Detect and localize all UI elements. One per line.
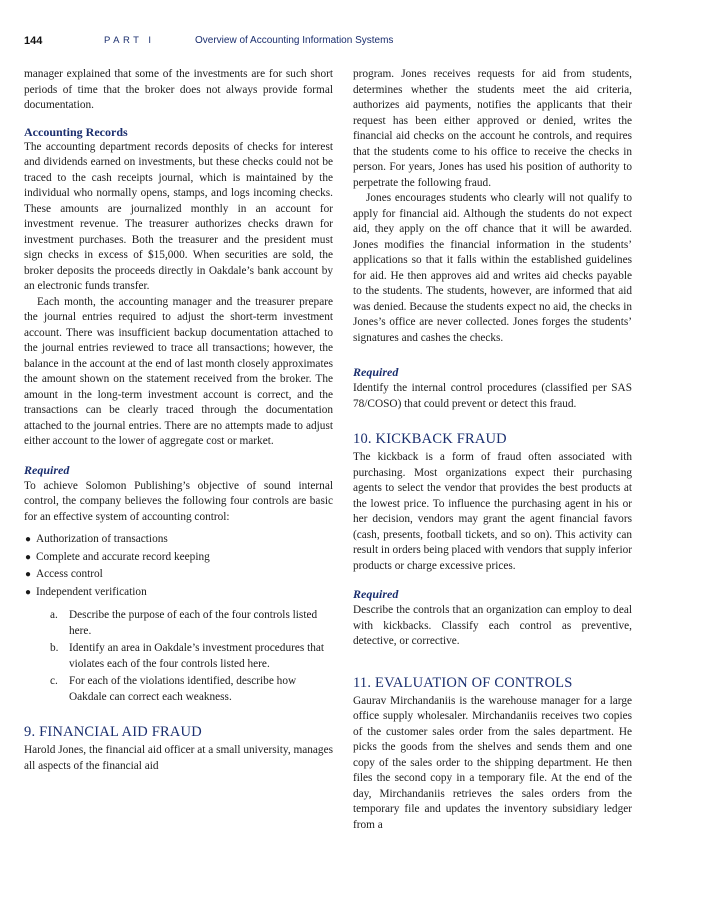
paragraph: Each month, the accounting manager and the treasurer prepare the journal entries required to adjust the short-term investment account. There was insufficient backup documentation attached to the journal entries reviewed to trace all transactions; however, the balance in the account at the end of last month closely approximates the amount shown on the statement received from the broker. The amount in the long-term investment account is correct, and the transactions can be clearly traced through the documentation attached to the journal entries. There are no attempts made to adjust either account to the lower of aggregate cost or market.: [24, 295, 333, 447]
section-heading-kickback-fraud: 10. KICKBACK FRAUD: [353, 431, 507, 447]
paragraph: The accounting department records deposits of checks for interest and dividends earned on investments, but these checks could not be traced to the cash receipts journal, which is maintained by the individual who normally opens, stamps, and logs incoming checks. These amounts are journalized monthly in an account for investment revenue. The treasurer authorizes checks drawn for investment purchases. Both the treasurer and the president must sign checks in excess of $15,000. When securities are sold, the broker deposits the proceeds directly in Oakdale’s bank account by an electronic funds transfer.: [24, 140, 333, 292]
list-item: b. Identify an area in Oakdale’s investment procedures that violates each of the four controls listed here.: [50, 642, 325, 670]
left-column: [24, 67, 333, 774]
accounting-records-heading: Accounting Records: [24, 124, 128, 139]
section-heading-evaluation-of-controls: 11. EVALUATION OF CONTROLS: [353, 674, 573, 691]
list-item: ● Complete and accurate record keeping: [24, 550, 333, 566]
paragraph: manager explained that some of the investments are for such short periods of time that the broker does not always provide formal documentation.: [24, 68, 333, 111]
list-item: ● Authorization of transactions: [24, 532, 333, 548]
paragraph: The kickback is a form of fraud often associated with purchasing. Most organizations expect their purchasing agents to select the vendor that provides the best products at the lowest price. To influence the purchasing agent in his or her decision, vendors may grant the agent financial favors (cash, presents, football tickets, and so on). This activity can result in orders being placed with vendors that supply inferior products or charge excessive prices.: [353, 451, 632, 572]
bullet-icon: ●: [25, 569, 32, 580]
bullet-icon: ●: [25, 551, 32, 563]
required-heading: Required: [353, 365, 399, 379]
paragraph: program. Jones receives requests for aid from students, determines whether the students meet the aid criteria, authorizes aid payments, notifies the applicants that their request has been either approved or denied, writes the financial aid checks on the account he controls, and requires that the students come to his office to receive the checks in person. For years, Jones has used his position of authority to perpetrate the following fraud.: [353, 68, 632, 189]
required-heading: Required: [353, 587, 399, 601]
list-item: c. For each of the violations identified, describe how Oakdale can correct each weakness.: [50, 675, 297, 703]
required-heading: Required: [24, 462, 70, 477]
paragraph: Jones encourages students who clearly will not qualify to apply for financial aid. Although the students do not expect aid, they apply on the off chance that it will be awarded. Jones modifies the financial information in the students’ applications so that it falls within the established guidelines for aid. He then approves aid and writes aid checks payable to the students. The students, however, are informed that aid was denied. Because the students expect no aid, the checks in Jones’s office are never collected. Jones forges the students’ signatures and cashes the checks.: [353, 192, 632, 344]
page-number: 144: [24, 35, 43, 47]
part-label: PART I: [104, 35, 155, 46]
paragraph: Identify the internal control procedures (classified per SAS 78/COSO) that could prevent or detect this fraud.: [353, 382, 632, 410]
running-header: [24, 34, 694, 50]
list-item: a. Describe the purpose of each of the four controls listed here.: [50, 609, 318, 637]
paragraph: Describe the controls that an organization can employ to deal with kickbacks. Classify each control as preventive, detective, or corrective.: [353, 604, 632, 647]
paragraph: Harold Jones, the financial aid officer at a small university, manages all aspects of the financial aid: [24, 744, 333, 772]
bullet-icon: ●: [25, 534, 32, 545]
paragraph: To achieve Solomon Publishing’s objective of sound internal control, the company believes the following four controls are basic for an effective system of accounting control:: [24, 479, 333, 523]
controls-list: [24, 532, 333, 600]
part-title: Overview of Accounting Information Systems: [195, 35, 394, 46]
list-item: ● Independent verification: [24, 585, 333, 601]
paragraph: Gaurav Mirchandaniis is the warehouse manager for a large office supply wholesaler. Mirchandaniis receives two copies of the customer sales order from the sales department. He picks the goods from the shelves and sends them and one copy of the sales order to the shipping department. He then files the second copy in a temporary file. At the end of the day, Mirchandaniis retrieves the sales orders from the temporary file and updates the inventory subsidiary ledger from a: [353, 694, 632, 831]
tasks-list: [50, 608, 330, 705]
bullet-icon: ●: [25, 586, 32, 598]
list-item: ● Access control: [24, 567, 333, 583]
right-column: [353, 67, 632, 833]
section-heading-financial-aid-fraud: 9. FINANCIAL AID FRAUD: [24, 724, 202, 740]
